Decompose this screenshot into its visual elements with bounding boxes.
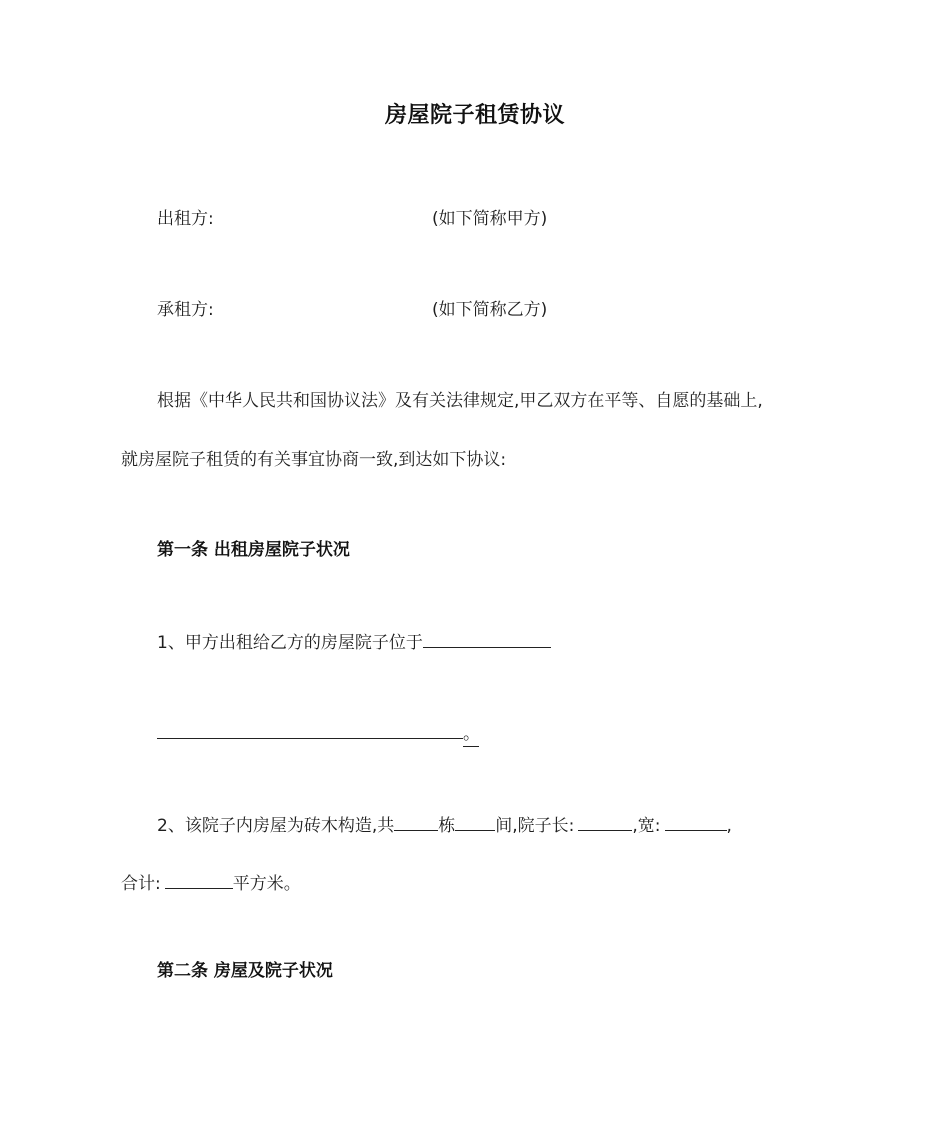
lessor-note: (如下简称甲方) xyxy=(432,209,548,229)
location-blank xyxy=(423,629,551,648)
item-2-part-5: , xyxy=(726,816,732,836)
item-1-end-mark: 。 xyxy=(463,722,479,747)
item-2-part-1: 2、该院子内房屋为砖木构造,共 xyxy=(157,816,395,836)
total-area-blank xyxy=(165,870,233,889)
location-blank-continued xyxy=(157,720,463,739)
yard-length-blank xyxy=(578,812,632,831)
room-count-blank xyxy=(455,812,495,831)
article-2-heading: 第二条 房屋及院子状况 xyxy=(157,961,333,981)
item-2-part-2: 栋 xyxy=(438,816,456,836)
item-2-part-3: 间,院子长: xyxy=(495,816,575,836)
intro-line-1: 根据《中华人民共和国协议法》及有关法律规定,甲乙双方在平等、自愿的基础上, xyxy=(157,391,763,411)
article-1-item-1-continued xyxy=(157,720,479,747)
yard-width-blank xyxy=(665,812,727,831)
intro-line-2: 就房屋院子租赁的有关事宜协商一致,到达如下协议: xyxy=(121,450,507,470)
item-1-text: 1、甲方出租给乙方的房屋院子位于 xyxy=(157,633,423,653)
lessor-label: 出租方: xyxy=(157,209,214,229)
document-title: 房屋院子租赁协议 xyxy=(384,103,565,128)
lessor-row xyxy=(0,207,950,231)
lessee-row xyxy=(0,298,950,322)
article-1-item-1 xyxy=(157,629,551,655)
lessee-note: (如下简称乙方) xyxy=(432,300,548,320)
item-2-part-7: 平方米。 xyxy=(232,874,301,894)
article-1-item-2-continued xyxy=(121,870,301,896)
article-1-heading: 第一条 出租房屋院子状况 xyxy=(157,540,350,560)
item-2-part-4: ,宽: xyxy=(632,816,661,836)
item-2-part-6: 合计: xyxy=(121,874,161,894)
lessee-label: 承租方: xyxy=(157,300,214,320)
article-1-item-2 xyxy=(157,812,732,838)
building-count-blank xyxy=(394,812,438,831)
